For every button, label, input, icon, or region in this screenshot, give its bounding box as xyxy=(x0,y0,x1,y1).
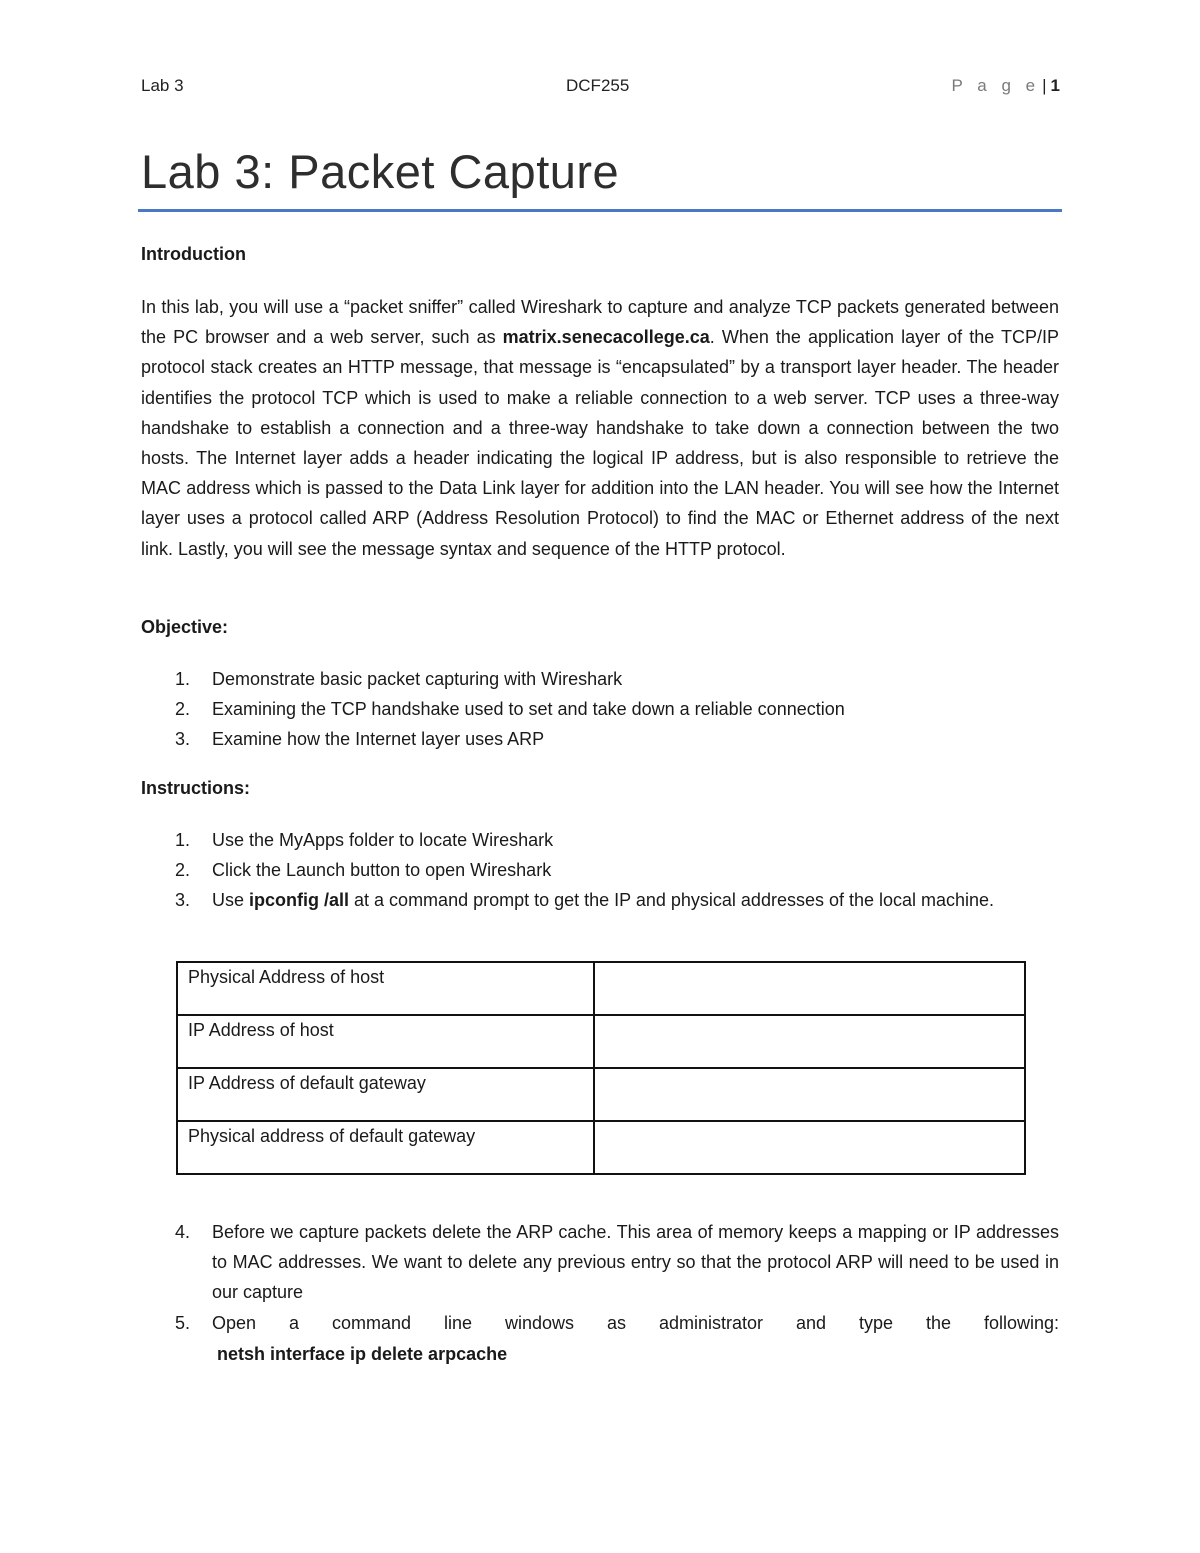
list-item: 3. Examine how the Internet layer uses ARP xyxy=(175,729,545,750)
page-separator-icon: | xyxy=(1042,76,1047,95)
table-row xyxy=(177,962,1025,1015)
instructions-heading: Instructions: xyxy=(141,778,251,798)
address-table xyxy=(176,961,1026,1175)
header-page-indicator xyxy=(952,76,1060,96)
header-course-code: DCF255 xyxy=(566,76,630,95)
ipconfig-command: ipconfig /all xyxy=(249,890,350,911)
table-cell-label: Physical Address of host xyxy=(177,962,594,1015)
list-item: 4. Before we capture packets delete the ARP cache. This area of memory keeps a mapping or IP addresses to MAC addresses. We want to delete any previous entry so that the protocol ARP will need to be used in our capture xyxy=(175,1222,1059,1303)
table-cell-value[interactable] xyxy=(594,1015,1025,1068)
table-cell-value[interactable] xyxy=(594,1121,1025,1174)
table-row xyxy=(177,1068,1025,1121)
table-cell-label: Physical address of default gateway xyxy=(177,1121,594,1174)
page-number: 1 xyxy=(1050,76,1060,95)
title-underline xyxy=(138,209,1062,212)
arp-delete-command: netsh interface ip delete arpcache xyxy=(217,1344,508,1364)
page-label: P a g e xyxy=(951,76,1041,95)
list-item: 2. Click the Launch button to open Wireshark xyxy=(175,860,552,881)
intro-domain: matrix.senecacollege.ca xyxy=(502,327,710,348)
table-cell-label: IP Address of default gateway xyxy=(177,1068,594,1121)
intro-text-1: In this lab, you will use a “packet sniffer” called Wireshark to capture and analyze TCP packets generated between the PC browser and a web server, such as xyxy=(141,297,1059,348)
list-item: 2. Examining the TCP handshake used to set and take down a reliable connection xyxy=(175,699,845,720)
instructions-list-b xyxy=(141,1217,1059,1338)
header-left: Lab 3 xyxy=(141,76,184,95)
introduction-heading: Introduction xyxy=(141,244,246,264)
table-row xyxy=(177,1015,1025,1068)
page-title: Lab 3: Packet Capture xyxy=(141,145,620,198)
table-cell-value[interactable] xyxy=(594,1068,1025,1121)
intro-text-2: . When the application layer of the TCP/IP protocol stack creates an HTTP message, that message is “encapsulated” by a transport layer header. The header identifies the protocol TCP which is used to make a reliable connection to a web server. TCP uses a three-way handshake to establish a connection and a three-way handshake to take down a connection between the two hosts. The Internet layer adds a header indicating the logical IP address, but is also responsible to retrieve the MAC address which is passed to the Data Link layer for addition into the LAN header. You will see how the Internet layer uses a protocol called ARP (Address Resolution Protocol) to find the MAC or Ethernet address of the next link. Lastly, you will see the message syntax and sequence of the HTTP protocol. xyxy=(141,327,1059,559)
objective-heading: Objective: xyxy=(141,617,229,637)
list-item: 5. Open a command line windows as administrator and type the following: xyxy=(175,1312,1059,1333)
objective-list xyxy=(141,664,1059,755)
list-item: 3. Use ipconfig /all at a command prompt to get the IP and physical addresses of the local machine. xyxy=(175,890,995,911)
list-item: 1. Use the MyApps folder to locate Wireshark xyxy=(175,830,554,850)
table-row xyxy=(177,1121,1025,1174)
table-cell-value[interactable] xyxy=(594,962,1025,1015)
table-cell-label: IP Address of host xyxy=(177,1015,594,1068)
list-item: 1. Demonstrate basic packet capturing with Wireshark xyxy=(175,669,623,689)
introduction-paragraph xyxy=(141,292,1059,564)
instructions-list-a xyxy=(141,825,1059,916)
